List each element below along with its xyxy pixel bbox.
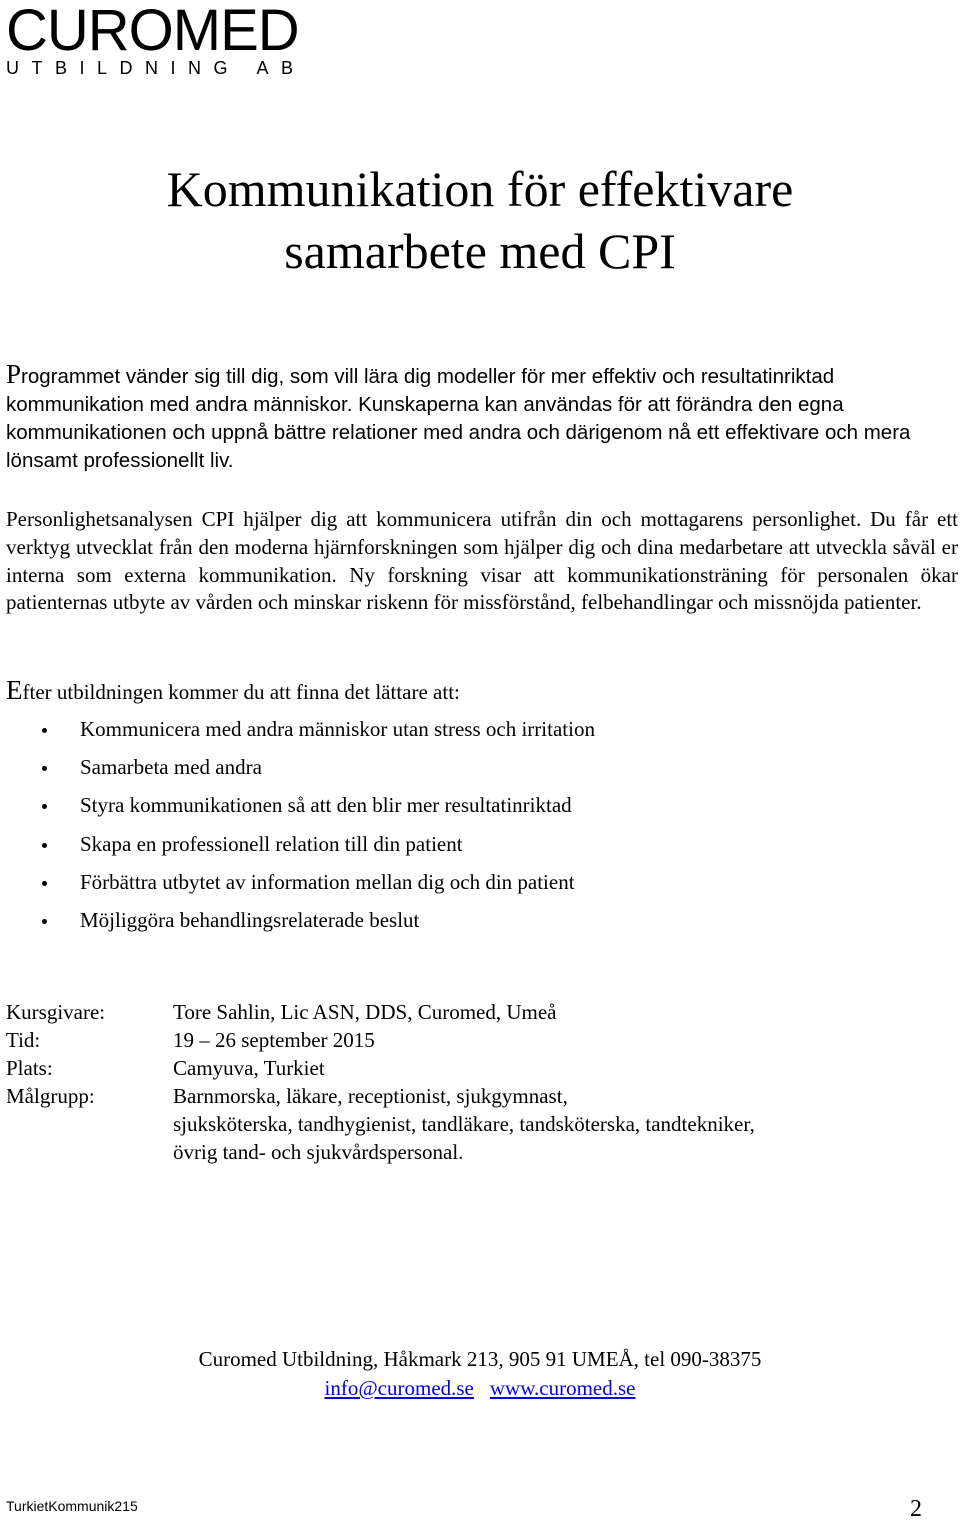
course-info [6,998,946,1166]
info-row-kursgivare [6,998,946,1026]
list-item: Kommunicera med andra människor utan stress och irritation [0,712,960,750]
outcomes-list [0,712,960,941]
website-link[interactable]: www.curomed.se [489,1376,636,1400]
footer-links [0,1374,960,1403]
info-row-malgrupp [6,1082,946,1166]
tid-label: Tid: [6,1028,41,1052]
bullet-icon [42,766,47,771]
logo-subtitle: UTBILDNING AB [6,58,306,78]
outcomes-intro [6,676,958,706]
bullet-icon [42,919,47,924]
kursgivare-value: Tore Sahlin, Lic ASN, DDS, Curomed, Umeå [173,1000,557,1024]
tid-value: 19 – 26 september 2015 [173,1028,375,1052]
email-link[interactable]: info@curomed.se [324,1376,474,1400]
footer-address: Curomed Utbildning, Håkmark 213, 905 91 UMEÅ, tel 090-38375 [198,1347,762,1371]
info-row-tid [6,1026,946,1054]
list-item: Förbättra utbytet av information mellan dig och din patient [0,865,960,903]
title-line-2: samarbete med CPI [284,223,676,279]
page-number: 2 [910,1496,922,1522]
list-item: Styra kommunikationen så att den blir mer resultatinriktad [0,788,960,826]
title-line-1: Kommunikation för effektivare [166,161,794,217]
page-title [0,158,960,282]
document-id: TurkietKommunik215 [6,1498,138,1514]
cpi-paragraph: Personlighetsanalysen CPI hjälper dig att kommunicera utifrån din och mottagarens personlighet. Du får ett verktyg utvecklat från den moderna hjärnforskningen som hjälper dig och dina medarbetare att utveckla såväl er interna som externa kommunikation. Ny forskning visar att kommunikationsträning för personalen ökar patienternas utbyte av vården och minskar riskenn för missförstånd, felbehandlingar och missnöjda patienter. [6,507,958,615]
plats-label: Plats: [6,1056,53,1080]
footer [0,1345,960,1403]
intro-initial: P [6,359,22,389]
bullet-icon [42,804,47,809]
bullet-icon [42,728,47,733]
curomed-logo [6,2,306,82]
outcomes-initial: E [6,675,23,705]
malgrupp-value: Barnmorska, läkare, receptionist, sjukgymnast, sjuksköterska, tandhygienist, tandläkare, tandsköterska, tandtekniker, övrig tand- och sjukvårdspersonal. [173,1084,755,1164]
list-item: Skapa en professionell relation till din patient [0,827,960,865]
malgrupp-label: Målgrupp: [6,1084,95,1108]
bullet-icon [42,843,47,848]
outcomes-intro-text: fter utbildningen kommer du att finna det lättare att: [22,680,460,704]
intro-text: rogrammet vänder sig till dig, som vill lära dig modeller för mer effektiv och resultatinriktad kommunikation med andra människor. Kunskaperna kan användas för att förändra den egna kommunikationen och uppnå bättre relationer med andra och därigenom nå ett effektivare och mera lönsamt professionellt liv. [6,365,911,472]
logo-name: CUROMED [6,0,299,63]
bullet-icon [42,881,47,886]
list-item: Samarbeta med andra [0,750,960,788]
list-item: Möjliggöra behandlingsrelaterade beslut [0,903,960,941]
plats-value: Camyuva, Turkiet [173,1056,325,1080]
intro-paragraph [6,360,958,475]
kursgivare-label: Kursgivare: [6,1000,106,1024]
info-row-plats [6,1054,946,1082]
